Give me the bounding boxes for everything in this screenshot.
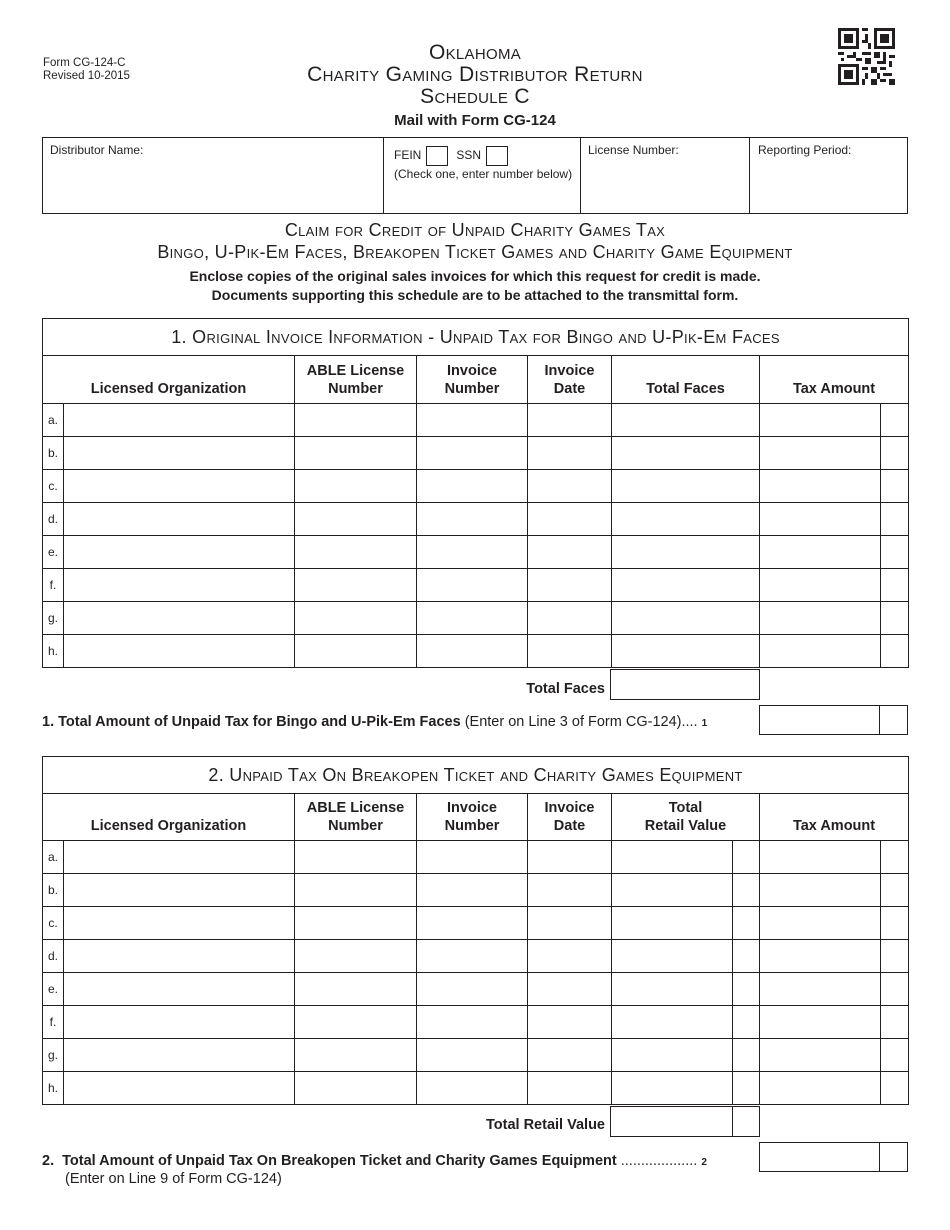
invoice-number-cell[interactable] [417, 602, 528, 635]
table-row [43, 404, 909, 437]
table-row [43, 602, 909, 635]
fein-label: FEIN [394, 148, 422, 163]
table-row [43, 635, 909, 668]
organization-cell[interactable] [64, 940, 295, 973]
total-faces-cell[interactable] [612, 602, 760, 635]
line1-number: 1 [701, 718, 708, 729]
retail-cents-cell[interactable] [733, 907, 760, 940]
total-faces-cell[interactable] [612, 635, 760, 668]
row-letter: a. [43, 841, 64, 874]
col2-invnum-line1: Invoice [447, 800, 497, 816]
tax-cents-cell[interactable] [881, 602, 909, 635]
col2-invdate-line1: Invoice [544, 800, 595, 816]
ssn-checkbox[interactable] [486, 146, 508, 166]
invoice-number-cell[interactable] [417, 1006, 528, 1039]
row-letter: e. [43, 973, 64, 1006]
table-row [43, 503, 909, 536]
row-letter: h. [43, 635, 64, 668]
organization-cell[interactable] [64, 907, 295, 940]
tax-cents-cell[interactable] [881, 503, 909, 536]
able-license-cell[interactable] [295, 635, 417, 668]
section1-title: 1. Original Invoice Information - Unpaid Tax for Bingo and U-Pik-Em Faces [43, 319, 909, 356]
tax-dollars-cell[interactable] [760, 602, 881, 635]
table-row [43, 437, 909, 470]
invoice-number-cell[interactable] [417, 907, 528, 940]
tax-dollars-cell[interactable] [760, 1072, 881, 1105]
tax-dollars-cell[interactable] [760, 841, 881, 874]
col2-total-retail [612, 794, 760, 841]
tax-cents-cell[interactable] [881, 841, 909, 874]
section2-header-row [43, 794, 909, 841]
row-letter: g. [43, 1039, 64, 1072]
row-letter: a. [43, 404, 64, 437]
tax-cents-cell[interactable] [881, 1006, 909, 1039]
invoice-number-cell[interactable] [417, 973, 528, 1006]
organization-cell[interactable] [64, 503, 295, 536]
organization-cell[interactable] [64, 404, 295, 437]
retail-cents-cell[interactable] [733, 841, 760, 874]
retail-dollars-cell[interactable] [612, 1039, 733, 1072]
line1-note: (Enter on Line 3 of Form CG-124).... [464, 714, 698, 730]
table-row [43, 470, 909, 503]
total-faces-label: Total Faces [526, 681, 605, 697]
license-number-field[interactable] [580, 138, 749, 213]
able-license-cell[interactable] [295, 1006, 417, 1039]
line2-amount-input[interactable] [759, 1142, 908, 1172]
invoice-number-cell[interactable] [417, 1039, 528, 1072]
col2-invdate-line2: Date [553, 818, 586, 834]
retail-cents-cell[interactable] [733, 940, 760, 973]
retail-cents-cell[interactable] [733, 874, 760, 907]
line2-prefix: 2. [42, 1153, 55, 1169]
able-license-cell[interactable] [295, 569, 417, 602]
col2-able-license [295, 794, 417, 841]
tax-cents-cell[interactable] [881, 1072, 909, 1105]
total-faces-cell[interactable] [612, 470, 760, 503]
row-letter: e. [43, 536, 64, 569]
table-row [43, 569, 909, 602]
able-license-cell[interactable] [295, 503, 417, 536]
row-letter: g. [43, 602, 64, 635]
distributor-info-box [42, 137, 908, 214]
qr-code-icon [838, 28, 895, 85]
invoice-date-cell[interactable] [528, 503, 612, 536]
check-note: (Check one, enter number below) [394, 167, 573, 181]
col-invdate-line1: Invoice [544, 362, 595, 379]
able-license-cell[interactable] [295, 907, 417, 940]
able-license-cell[interactable] [295, 1039, 417, 1072]
able-license-cell[interactable] [295, 841, 417, 874]
retail-dollars-cell[interactable] [612, 940, 733, 973]
reporting-period-label: Reporting Period: [758, 143, 852, 157]
table-row [43, 1006, 909, 1039]
line2-note: (Enter on Line 9 of Form CG-124) [65, 1171, 282, 1187]
retail-cents-cell[interactable] [733, 1006, 760, 1039]
total-retail-input[interactable] [610, 1106, 760, 1137]
invoice-number-cell[interactable] [417, 635, 528, 668]
row-letter: f. [43, 569, 64, 602]
organization-cell[interactable] [64, 1006, 295, 1039]
tax-dollars-cell[interactable] [760, 874, 881, 907]
section1-table [42, 318, 909, 668]
invoice-number-cell[interactable] [417, 404, 528, 437]
retail-dollars-cell[interactable] [612, 874, 733, 907]
organization-cell[interactable] [64, 874, 295, 907]
col2-retail-line2: Retail Value [644, 818, 727, 834]
line1-amount-input[interactable] [759, 705, 908, 735]
table-row [43, 1039, 909, 1072]
able-license-cell[interactable] [295, 437, 417, 470]
tax-dollars-cell[interactable] [760, 973, 881, 1006]
invoice-date-cell[interactable] [528, 404, 612, 437]
distributor-name-field[interactable] [43, 138, 383, 213]
col2-licensed-organization: Licensed Organization [90, 818, 247, 834]
invoice-date-cell[interactable] [528, 536, 612, 569]
row-letter: b. [43, 437, 64, 470]
fein-checkbox[interactable] [426, 146, 448, 166]
line1-text [42, 714, 707, 730]
license-number-label: License Number: [588, 143, 679, 157]
tax-cents-cell[interactable] [881, 635, 909, 668]
invoice-number-cell[interactable] [417, 874, 528, 907]
row-letter: d. [43, 503, 64, 536]
organization-cell[interactable] [64, 470, 295, 503]
tax-cents-cell[interactable] [881, 1039, 909, 1072]
organization-cell[interactable] [64, 569, 295, 602]
organization-cell[interactable] [64, 602, 295, 635]
tax-cents-cell[interactable] [881, 470, 909, 503]
title-schedule: Schedule C [420, 85, 530, 108]
able-license-cell[interactable] [295, 536, 417, 569]
invoice-date-cell[interactable] [528, 940, 612, 973]
tax-cents-cell[interactable] [881, 536, 909, 569]
invoice-number-cell[interactable] [417, 437, 528, 470]
tax-dollars-cell[interactable] [760, 1039, 881, 1072]
section2-table [42, 756, 909, 1105]
total-retail-label: Total Retail Value [486, 1117, 605, 1133]
able-license-cell[interactable] [295, 404, 417, 437]
organization-cell[interactable] [64, 437, 295, 470]
row-letter: c. [43, 907, 64, 940]
distributor-name-label: Distributor Name: [50, 143, 144, 157]
table-row [43, 907, 909, 940]
invoice-number-cell[interactable] [417, 470, 528, 503]
col2-invoice-number [417, 794, 528, 841]
col2-invoice-date [528, 794, 612, 841]
invoice-date-cell[interactable] [528, 602, 612, 635]
mail-instruction: Mail with Form CG-124 [394, 112, 556, 129]
invoice-date-cell[interactable] [528, 841, 612, 874]
col-invnum-line2: Number [444, 380, 500, 397]
retail-dollars-cell[interactable] [612, 841, 733, 874]
reporting-period-field[interactable] [749, 138, 907, 213]
table-row [43, 940, 909, 973]
retail-cents-cell[interactable] [733, 973, 760, 1006]
invoice-number-cell[interactable] [417, 536, 528, 569]
organization-cell[interactable] [64, 973, 295, 1006]
organization-cell[interactable] [64, 536, 295, 569]
invoice-number-cell[interactable] [417, 503, 528, 536]
invoice-date-cell[interactable] [528, 1006, 612, 1039]
col-able-line2: Number [328, 380, 383, 397]
tax-cents-cell[interactable] [881, 437, 909, 470]
col-tax-amount: Tax Amount [792, 380, 876, 397]
total-faces-cell[interactable] [612, 536, 760, 569]
invoice-number-cell[interactable] [417, 841, 528, 874]
row-letter: d. [43, 940, 64, 973]
able-license-cell[interactable] [295, 470, 417, 503]
invoice-date-cell[interactable] [528, 569, 612, 602]
col-invnum-line1: Invoice [447, 362, 497, 379]
tax-dollars-cell[interactable] [760, 470, 881, 503]
retail-cents-cell[interactable] [733, 1039, 760, 1072]
total-faces-cell[interactable] [612, 503, 760, 536]
claim-subtitle: Bingo, U-Pik-Em Faces, Breakopen Ticket Games and Charity Game Equipment [157, 242, 793, 262]
row-letter: b. [43, 874, 64, 907]
tax-cents-cell[interactable] [881, 404, 909, 437]
col-total-faces: Total Faces [646, 380, 725, 397]
claim-title: Claim for Credit of Unpaid Charity Games Tax [284, 220, 666, 240]
table-row [43, 973, 909, 1006]
fein-ssn-field [383, 138, 580, 213]
row-letter: f. [43, 1006, 64, 1039]
col-invoice-number [417, 356, 528, 404]
tax-cents-cell[interactable] [881, 569, 909, 602]
col-licensed-organization: Licensed Organization [90, 380, 247, 397]
tax-cents-cell[interactable] [881, 940, 909, 973]
line2-dots: ................... [620, 1153, 698, 1169]
line1-label: 1. Total Amount of Unpaid Tax for Bingo and U-Pik-Em Faces [42, 714, 461, 730]
invoice-date-cell[interactable] [528, 973, 612, 1006]
organization-cell[interactable] [64, 1039, 295, 1072]
supporting-docs-note: Documents supporting this schedule are to be attached to the transmittal form. [211, 287, 739, 303]
col-able-line1: ABLE License [306, 362, 405, 379]
tax-dollars-cell[interactable] [760, 569, 881, 602]
tax-dollars-cell[interactable] [760, 404, 881, 437]
table-row [43, 1072, 909, 1105]
title-return: Charity Gaming Distributor Return [307, 63, 643, 86]
total-faces-cell[interactable] [612, 437, 760, 470]
invoice-date-cell[interactable] [528, 1039, 612, 1072]
tax-dollars-cell[interactable] [760, 635, 881, 668]
col2-tax-amount: Tax Amount [792, 818, 876, 834]
section1-header-row [43, 356, 909, 404]
tax-dollars-cell[interactable] [760, 1006, 881, 1039]
col2-able-line2: Number [328, 818, 383, 834]
tax-dollars-cell[interactable] [760, 503, 881, 536]
form-revision: Revised 10-2015 [43, 70, 130, 82]
invoice-date-cell[interactable] [528, 437, 612, 470]
organization-cell[interactable] [64, 635, 295, 668]
invoice-date-cell[interactable] [528, 470, 612, 503]
tax-cents-cell[interactable] [881, 907, 909, 940]
section2-title: 2. Unpaid Tax On Breakopen Ticket and Charity Games Equipment [43, 757, 909, 794]
invoice-date-cell[interactable] [528, 874, 612, 907]
retail-dollars-cell[interactable] [612, 907, 733, 940]
col-able-license [295, 356, 417, 404]
col-invoice-date [528, 356, 612, 404]
invoice-number-cell[interactable] [417, 940, 528, 973]
total-faces-cell[interactable] [612, 404, 760, 437]
able-license-cell[interactable] [295, 940, 417, 973]
organization-cell[interactable] [64, 841, 295, 874]
tax-dollars-cell[interactable] [760, 907, 881, 940]
tax-cents-cell[interactable] [881, 973, 909, 1006]
col2-retail-line1: Total [668, 800, 703, 816]
total-faces-cell[interactable] [612, 569, 760, 602]
tax-dollars-cell[interactable] [760, 940, 881, 973]
row-letter: h. [43, 1072, 64, 1105]
row-letter: c. [43, 470, 64, 503]
table-row [43, 536, 909, 569]
retail-dollars-cell[interactable] [612, 1006, 733, 1039]
invoice-number-cell[interactable] [417, 1072, 528, 1105]
invoice-date-cell[interactable] [528, 635, 612, 668]
col2-able-line1: ABLE License [306, 800, 405, 816]
retail-dollars-cell[interactable] [612, 973, 733, 1006]
col2-invnum-line2: Number [444, 818, 500, 834]
organization-cell[interactable] [64, 1072, 295, 1105]
total-faces-input[interactable] [610, 669, 760, 700]
tax-dollars-cell[interactable] [760, 437, 881, 470]
invoice-number-cell[interactable] [417, 569, 528, 602]
retail-dollars-cell[interactable] [612, 1072, 733, 1105]
line2-text [42, 1153, 707, 1169]
line2-label: Total Amount of Unpaid Tax On Breakopen Ticket and Charity Games Equipment [62, 1153, 617, 1169]
tax-cents-cell[interactable] [881, 874, 909, 907]
title-state: Oklahoma [428, 41, 522, 64]
table-row [43, 841, 909, 874]
able-license-cell[interactable] [295, 973, 417, 1006]
col-invdate-line2: Date [553, 380, 586, 397]
table-row [43, 874, 909, 907]
invoice-date-cell[interactable] [528, 907, 612, 940]
tax-dollars-cell[interactable] [760, 536, 881, 569]
able-license-cell[interactable] [295, 1072, 417, 1105]
able-license-cell[interactable] [295, 602, 417, 635]
form-number: Form CG-124-C [43, 57, 126, 69]
ssn-label: SSN [456, 148, 482, 163]
retail-cents-cell[interactable] [733, 1072, 760, 1105]
enclose-note: Enclose copies of the original sales invoices for which this request for credit is made. [189, 268, 761, 284]
line2-number: 2 [701, 1157, 707, 1168]
invoice-date-cell[interactable] [528, 1072, 612, 1105]
able-license-cell[interactable] [295, 874, 417, 907]
